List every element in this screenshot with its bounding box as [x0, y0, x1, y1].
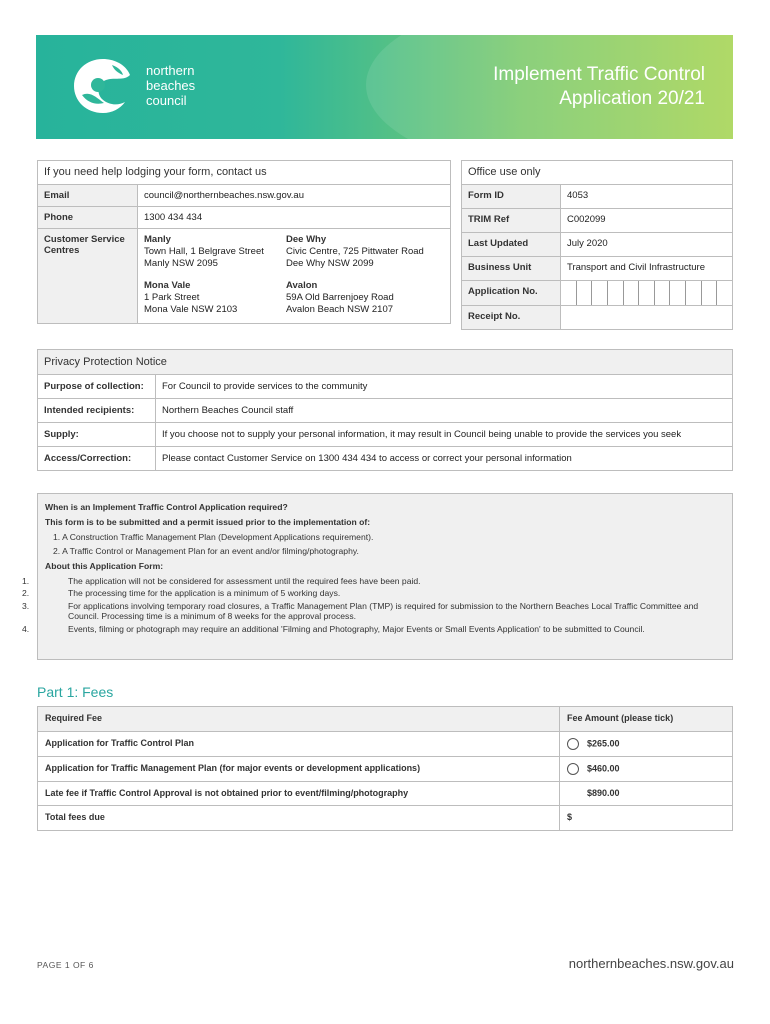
requirement-item: 2. A Traffic Control or Management Plan for an event and/or filming/photography. — [53, 546, 359, 557]
header-banner — [36, 35, 733, 139]
phone-value[interactable]: 1300 434 434 — [138, 207, 451, 229]
about-item: 1. The application will not be considered for assessment until the required fees have been paid. — [22, 575, 421, 586]
about-item: 4. Events, filming or photograph may require an additional 'Filming and Photography, Major Events or Small Events Application' to be submitted to Council. — [22, 623, 645, 634]
trim-ref-label: TRIM Ref — [462, 209, 561, 233]
receipt-no-field[interactable] — [561, 306, 733, 330]
org-name: northern beaches council — [146, 63, 196, 108]
page-number: PAGE 1 OF 6 — [37, 960, 94, 970]
radio-icon[interactable] — [567, 738, 579, 750]
trim-ref-value: C002099 — [561, 209, 733, 233]
fee-option-traffic-control[interactable]: $265.00 — [560, 731, 733, 756]
contact-header: If you need help lodging your form, contact us — [38, 161, 451, 185]
centre-manly: Manly Town Hall, 1 Belgrave Street Manly NSW 2095 — [144, 234, 264, 269]
last-updated-value: July 2020 — [561, 233, 733, 257]
about-item: 2. The processing time for the application is a minimum of 5 working days. — [22, 588, 341, 599]
footer-website[interactable]: northernbeaches.nsw.gov.au — [568, 956, 734, 971]
fee-desc-late: Late fee if Traffic Control Approval is not obtained prior to event/filming/photography — [38, 781, 560, 806]
about-heading: About this Application Form: — [45, 561, 164, 572]
fee-desc-traffic-management: Application for Traffic Management Plan (for major events or development applications) — [38, 756, 560, 781]
form-id-label: Form ID — [462, 185, 561, 209]
centre-mona-vale: Mona Vale 1 Park Street Mona Vale NSW 2103 — [144, 280, 238, 315]
form-title: Implement Traffic Control Application 20/21 — [493, 64, 705, 109]
supply-value: If you choose not to supply your personal information, it may result in Council being unable to provide the services you seek — [156, 423, 733, 447]
business-unit-value: Transport and Civil Infrastructure — [561, 257, 733, 281]
email-label: Email — [38, 185, 138, 207]
fee-option-traffic-management[interactable]: $460.00 — [560, 756, 733, 781]
info-intro: This form is to be submitted and a permit issued prior to the implementation of: — [45, 516, 371, 527]
purpose-value: For Council to provide services to the community — [156, 375, 733, 399]
centres-label: Customer Service Centres — [38, 229, 138, 324]
centres-list — [138, 229, 451, 324]
part-1-title: Part 1: Fees — [37, 684, 114, 700]
about-item: 3. For applications involving temporary road closures, a Traffic Management Plan (TMP) is required for submission to the Northern Beaches Local Traffic Committee and Council. Processing time is a minimum of 8 weeks for the approval process. — [22, 600, 699, 622]
form-id-value: 4053 — [561, 185, 733, 209]
info-question: When is an Implement Traffic Control Application required? — [45, 502, 288, 512]
access-value: Please contact Customer Service on 1300 434 434 to access or correct your personal information — [156, 447, 733, 471]
contact-table — [37, 160, 451, 324]
application-no-field[interactable] — [561, 281, 733, 306]
fee-desc-traffic-control: Application for Traffic Control Plan — [38, 731, 560, 756]
recipients-value: Northern Beaches Council staff — [156, 399, 733, 423]
total-fees-label: Total fees due — [38, 806, 560, 831]
fee-amount-header: Fee Amount (please tick) — [560, 707, 733, 732]
fee-late-amount: $890.00 — [560, 781, 733, 806]
recipients-label: Intended recipients: — [38, 399, 156, 423]
application-info-box — [22, 493, 733, 660]
phone-label: Phone — [38, 207, 138, 229]
email-value[interactable]: council@northernbeaches.nsw.gov.au — [138, 185, 451, 207]
radio-icon[interactable] — [567, 763, 579, 775]
office-header: Office use only — [462, 161, 733, 185]
council-logo-icon — [68, 55, 138, 117]
required-fee-header: Required Fee — [38, 707, 560, 732]
total-fees-field[interactable]: $ — [560, 806, 733, 831]
receipt-no-label: Receipt No. — [462, 306, 561, 330]
requirement-item: 1. A Construction Traffic Management Plan (Development Applications requirement). — [53, 531, 374, 542]
centre-dee-why: Dee Why Civic Centre, 725 Pittwater Road Dee Why NSW 2099 — [286, 234, 424, 269]
purpose-label: Purpose of collection: — [38, 375, 156, 399]
business-unit-label: Business Unit — [462, 257, 561, 281]
application-no-label: Application No. — [462, 281, 561, 306]
centre-avalon: Avalon 59A Old Barrenjoey Road Avalon Beach NSW 2107 — [286, 280, 394, 315]
office-use-table — [461, 160, 733, 330]
privacy-header: Privacy Protection Notice — [38, 350, 733, 375]
fees-table — [37, 706, 733, 831]
access-label: Access/Correction: — [38, 447, 156, 471]
last-updated-label: Last Updated — [462, 233, 561, 257]
supply-label: Supply: — [38, 423, 156, 447]
privacy-table — [37, 349, 733, 471]
